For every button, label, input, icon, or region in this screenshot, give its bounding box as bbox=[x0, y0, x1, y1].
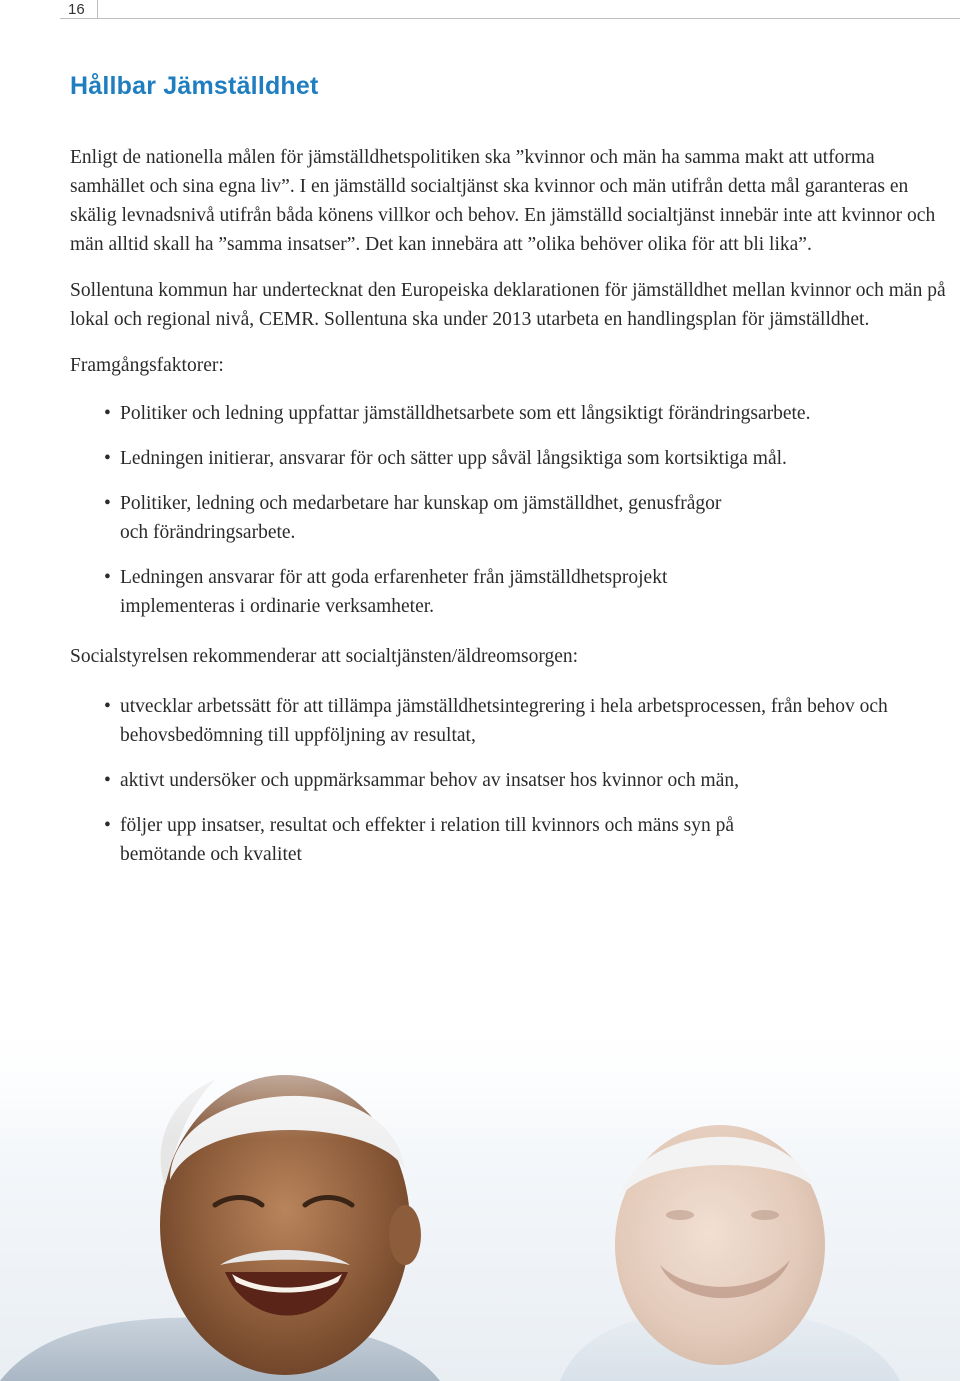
bullet-icon: • bbox=[104, 403, 111, 424]
success-factors-list bbox=[70, 399, 950, 621]
bullet-icon: • bbox=[104, 770, 111, 791]
main-content bbox=[70, 143, 950, 885]
list-item bbox=[70, 489, 950, 547]
list-item bbox=[70, 766, 950, 795]
list-item-text: Politiker och ledning uppfattar jämställdhetsarbete som ett långsiktigt förändringsarbete. bbox=[120, 403, 811, 424]
list-item-text: Politiker, ledning och medarbetare har kunskap om jämställdhet, genusfrågor och förändringsarbete. bbox=[120, 493, 722, 543]
bullet-icon: • bbox=[104, 815, 111, 836]
list-item-text: aktivt undersöker och uppmärksammar behov av insatser hos kvinnor och män, bbox=[120, 770, 739, 791]
list-item bbox=[70, 563, 950, 621]
page-number: 16 bbox=[60, 0, 98, 19]
list-item-text: utvecklar arbetssätt för att tillämpa jämställdhetsintegrering i hela arbetsprocessen, från behov och behovsbedömning till uppföljning av resultat, bbox=[120, 696, 888, 746]
list-item bbox=[70, 444, 950, 473]
list-item bbox=[70, 399, 950, 428]
bullet-icon: • bbox=[104, 448, 111, 469]
bullet-icon: • bbox=[104, 567, 111, 588]
intro-paragraph: Enligt de nationella målen för jämställdhetspolitiken ska ”kvinnor och män ha samma makt att utforma samhället och sina egna liv”. I en jämställd socialtjänst ska kvinnor och män utifrån detta mål garanteras en skälig levnadsnivå utifrån båda könens villkor och behov. En jämställd socialtjänst innebär inte att kvinnor och män alltid skall ha ”samma insatser”. Det kan innebära att ”olika behöver olika för att bli lika”. bbox=[70, 147, 936, 255]
success-factors-heading: Framgångsfaktorer: bbox=[70, 355, 224, 376]
recommendations-list bbox=[70, 692, 950, 869]
bullet-icon: • bbox=[104, 493, 111, 514]
socialstyrelsen-heading: Socialstyrelsen rekommenderar att socialtjänsten/äldreomsorgen: bbox=[70, 646, 579, 667]
sollentuna-paragraph: Sollentuna kommun har undertecknat den Europeiska deklarationen för jämställdhet mellan kvinnor och män på lokal och regional nivå, CEMR. Sollentuna ska under 2013 utarbeta en handlingsplan för jämställdhet. bbox=[70, 280, 946, 330]
list-item-text: följer upp insatser, resultat och effekter i relation till kvinnors och mäns syn på bemötande och kvalitet bbox=[120, 815, 735, 865]
page-title: Hållbar Jämställdhet bbox=[70, 72, 319, 100]
list-item bbox=[70, 811, 950, 869]
list-item-text: Ledningen initierar, ansvarar för och sätter upp såväl långsiktiga som kortsiktiga mål. bbox=[120, 448, 787, 469]
list-item bbox=[70, 692, 950, 750]
bullet-icon: • bbox=[104, 696, 111, 717]
elderly-men-photo bbox=[0, 1010, 960, 1381]
header-rule bbox=[98, 18, 960, 19]
list-item-text: Ledningen ansvarar för att goda erfarenheter från jämställdhetsprojekt implementeras i ordinarie verksamheter. bbox=[120, 567, 668, 617]
